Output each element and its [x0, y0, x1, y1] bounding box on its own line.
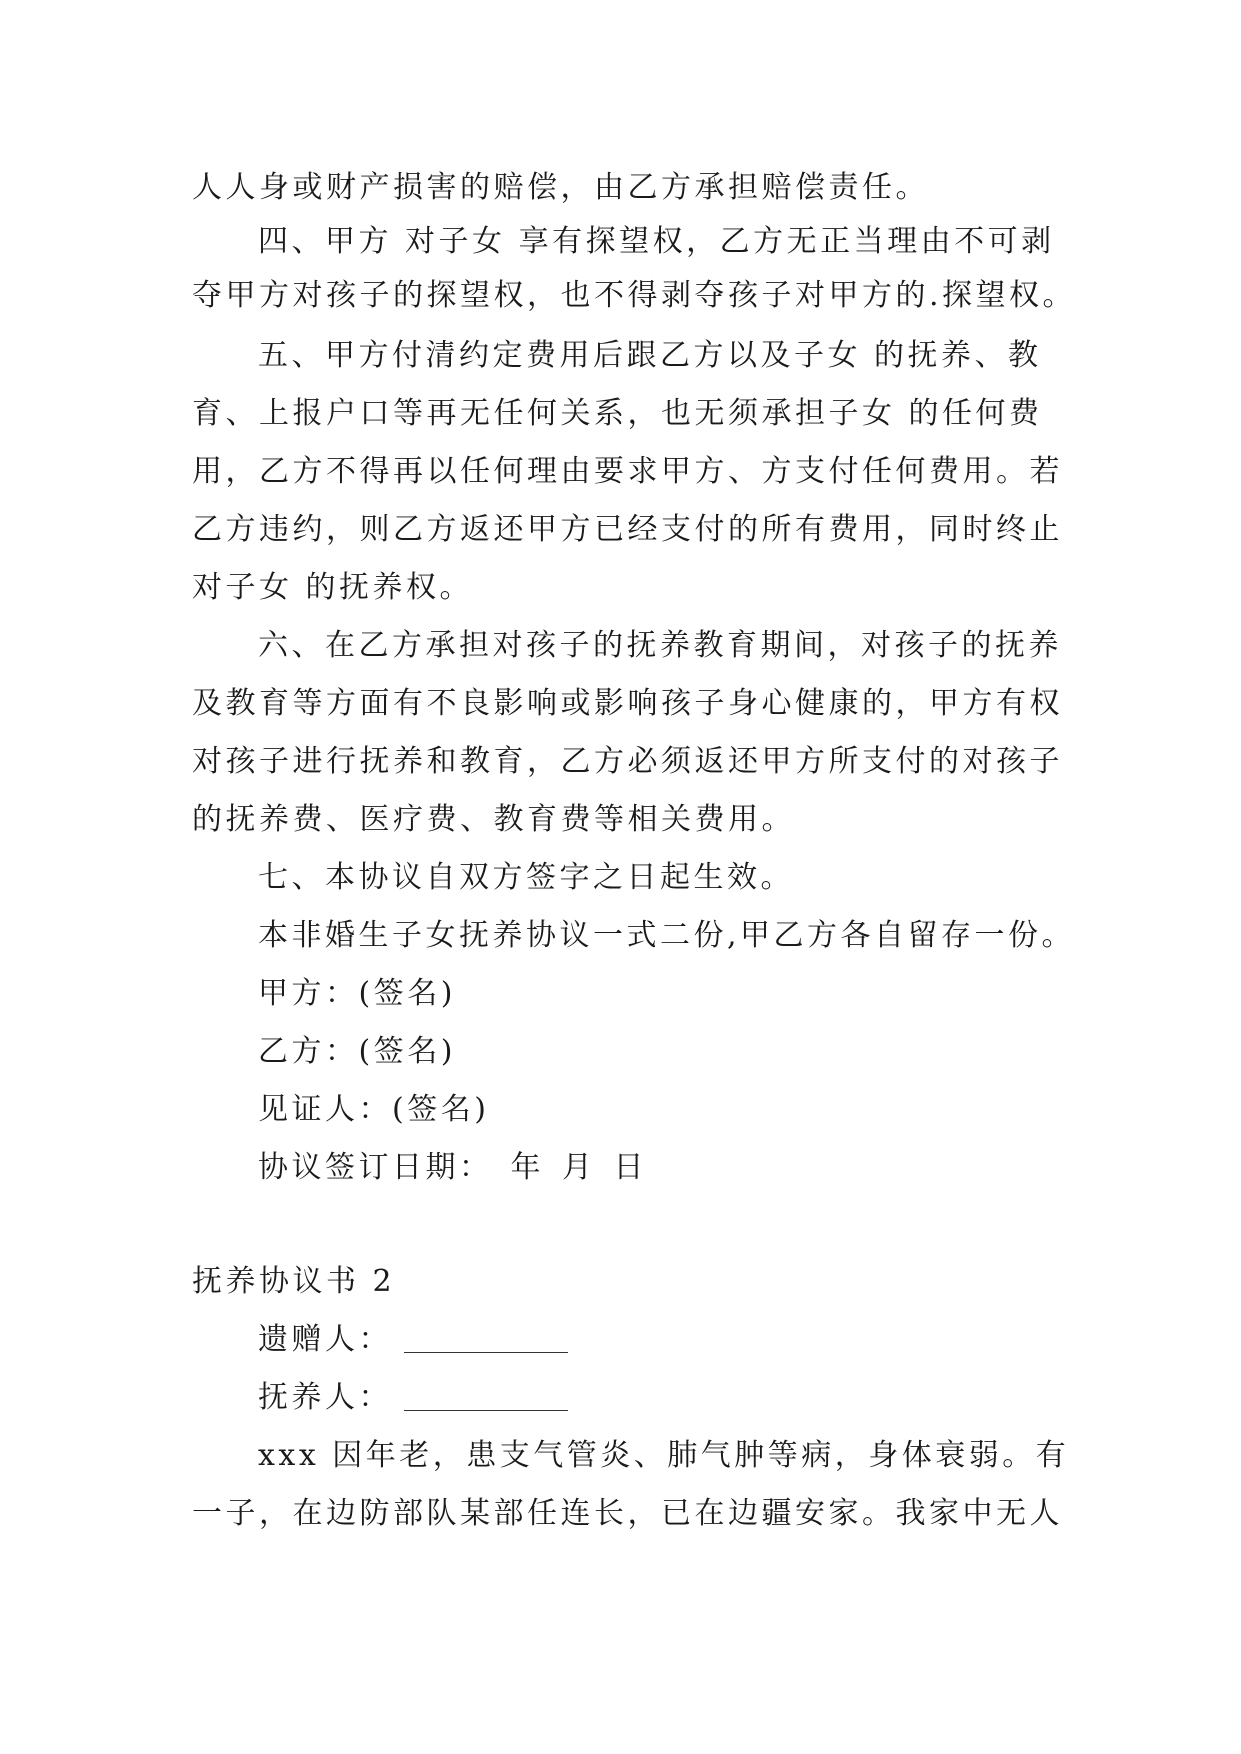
fosterer-field — [258, 1378, 568, 1418]
paragraph-line: 用，乙方不得再以任何理由要求甲方、方支付任何费用。若 — [192, 454, 1063, 489]
party-b-signature: 乙方：(签名) — [258, 1034, 456, 1069]
clause-four-line: 四、甲方 对子女 享有探望权，乙方无正当理由不可剥 — [258, 224, 1055, 259]
paragraph-line: 的抚养费、医疗费、教育费等相关费用。 — [192, 802, 795, 837]
paragraph-line: 对孩子进行抚养和教育，乙方必须返还甲方所支付的对孩子 — [192, 744, 1063, 779]
date-year: 年 — [510, 1150, 544, 1185]
paragraph-line: 对子女 的抚养权。 — [192, 570, 474, 605]
fosterer-blank — [404, 1388, 568, 1411]
paragraph-line: 育、上报户口等再无任何关系，也无须承担子女 的任何费 — [192, 396, 1043, 431]
paragraph-line: 乙方违约，则乙方返还甲方已经支付的所有费用，同时终止 — [192, 512, 1063, 547]
paragraph-line: 及教育等方面有不良影响或影响孩子身心健康的，甲方有权 — [192, 686, 1063, 721]
clause-five-line: 五、甲方付清约定费用后跟乙方以及子女 的抚养、教 — [258, 338, 1042, 373]
section-title: 抚养协议书 2 — [192, 1264, 396, 1299]
paragraph-line: xxx 因年老，患支气管炎、肺气肿等病，身体衰弱。有 — [258, 1438, 1070, 1473]
signing-date-label: 协议签订日期： — [258, 1150, 493, 1185]
witness-signature: 见证人：(签名) — [258, 1092, 490, 1127]
date-day: 日 — [613, 1150, 647, 1185]
bequeather-blank — [404, 1330, 568, 1353]
signing-date — [258, 1148, 647, 1188]
paragraph-line: 一子，在边防部队某部任连长，已在边疆安家。我家中无人 — [192, 1496, 1063, 1531]
clause-six-line: 六、在乙方承担对孩子的抚养教育期间，对孩子的抚养 — [258, 628, 1062, 663]
clause-seven-line: 七、本协议自双方签字之日起生效。 — [258, 860, 794, 895]
fosterer-label: 抚养人： — [258, 1380, 392, 1415]
paragraph-line: 夺甲方对孩子的探望权，也不得剥夺孩子对甲方的.探望权。 — [192, 278, 1077, 313]
bequeather-field — [258, 1320, 568, 1360]
party-a-signature: 甲方：(签名) — [258, 976, 456, 1011]
copies-statement: 本非婚生子女抚养协议一式二份,甲乙方各自留存一份。 — [258, 918, 1076, 953]
date-month: 月 — [562, 1150, 596, 1185]
paragraph-line: 人人身或财产损害的赔偿，由乙方承担赔偿责任。 — [192, 170, 929, 205]
bequeather-label: 遗赠人： — [258, 1322, 392, 1357]
